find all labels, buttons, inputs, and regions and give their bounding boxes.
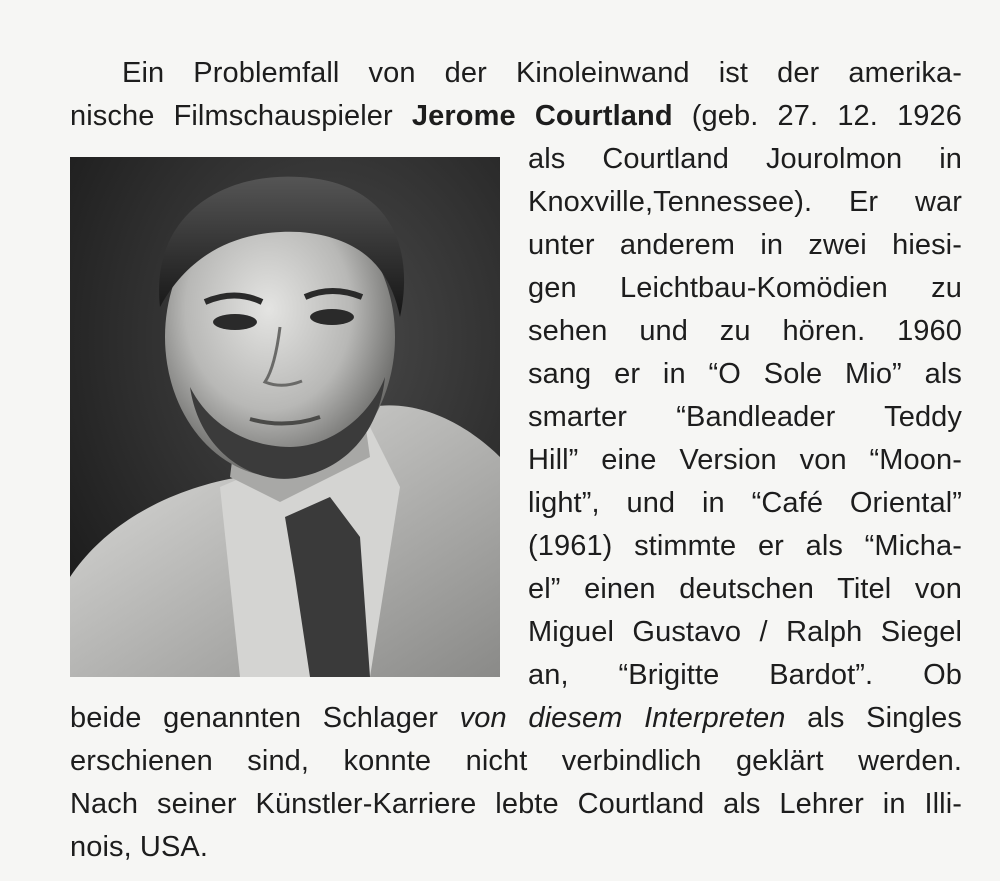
- paragraph-line-14: Miguel Gustavo / Ralph Siegel: [528, 616, 962, 648]
- paragraph-line-5: unter anderem in zwei hiesi-: [528, 229, 962, 261]
- paragraph-line-7: sehen und zu hören. 1960: [528, 315, 962, 347]
- actor-portrait-photo: [70, 157, 500, 677]
- actor-name: Jerome Courtland: [411, 100, 673, 132]
- paragraph-line-4: Knoxville,Tennessee). Er war: [528, 186, 962, 218]
- italic-phrase: von diesem Interpreten: [459, 702, 786, 734]
- paragraph-line-8: sang er in “O Sole Mio” als: [528, 358, 962, 390]
- paragraph-line-13: el” einen deutschen Titel von: [528, 573, 962, 605]
- paragraph-line-19: nois, USA.: [70, 831, 208, 863]
- paragraph-line-15: an, “Brigitte Bardot”. Ob: [528, 659, 962, 691]
- paragraph-line-2: nische Filmschauspieler Jerome Courtland (geb. 27. 12. 1926: [70, 100, 962, 132]
- paragraph-line-3: als Courtland Jourolmon in: [528, 143, 962, 175]
- paragraph-line-6: gen Leichtbau-Komödien zu: [528, 272, 962, 304]
- paragraph-line-16: beide genannten Schlager von diesem Interpreten als Singles: [70, 702, 962, 734]
- paragraph-line-1: Ein Problemfall von der Kinoleinwand ist der amerika-: [122, 57, 962, 89]
- paragraph-line-12: (1961) stimmte er als “Micha-: [528, 530, 962, 562]
- paragraph-line-17: erschienen sind, konnte nicht verbindlich geklärt werden.: [70, 745, 962, 777]
- paragraph-line-10: Hill” eine Version von “Moon-: [528, 444, 962, 476]
- paragraph-line-11: light”, und in “Café Oriental”: [528, 487, 962, 519]
- paragraph-line-18: Nach seiner Künstler-Karriere lebte Courtland als Lehrer in Illi-: [70, 788, 962, 820]
- paragraph-line-9: smarter “Bandleader Teddy: [528, 401, 962, 433]
